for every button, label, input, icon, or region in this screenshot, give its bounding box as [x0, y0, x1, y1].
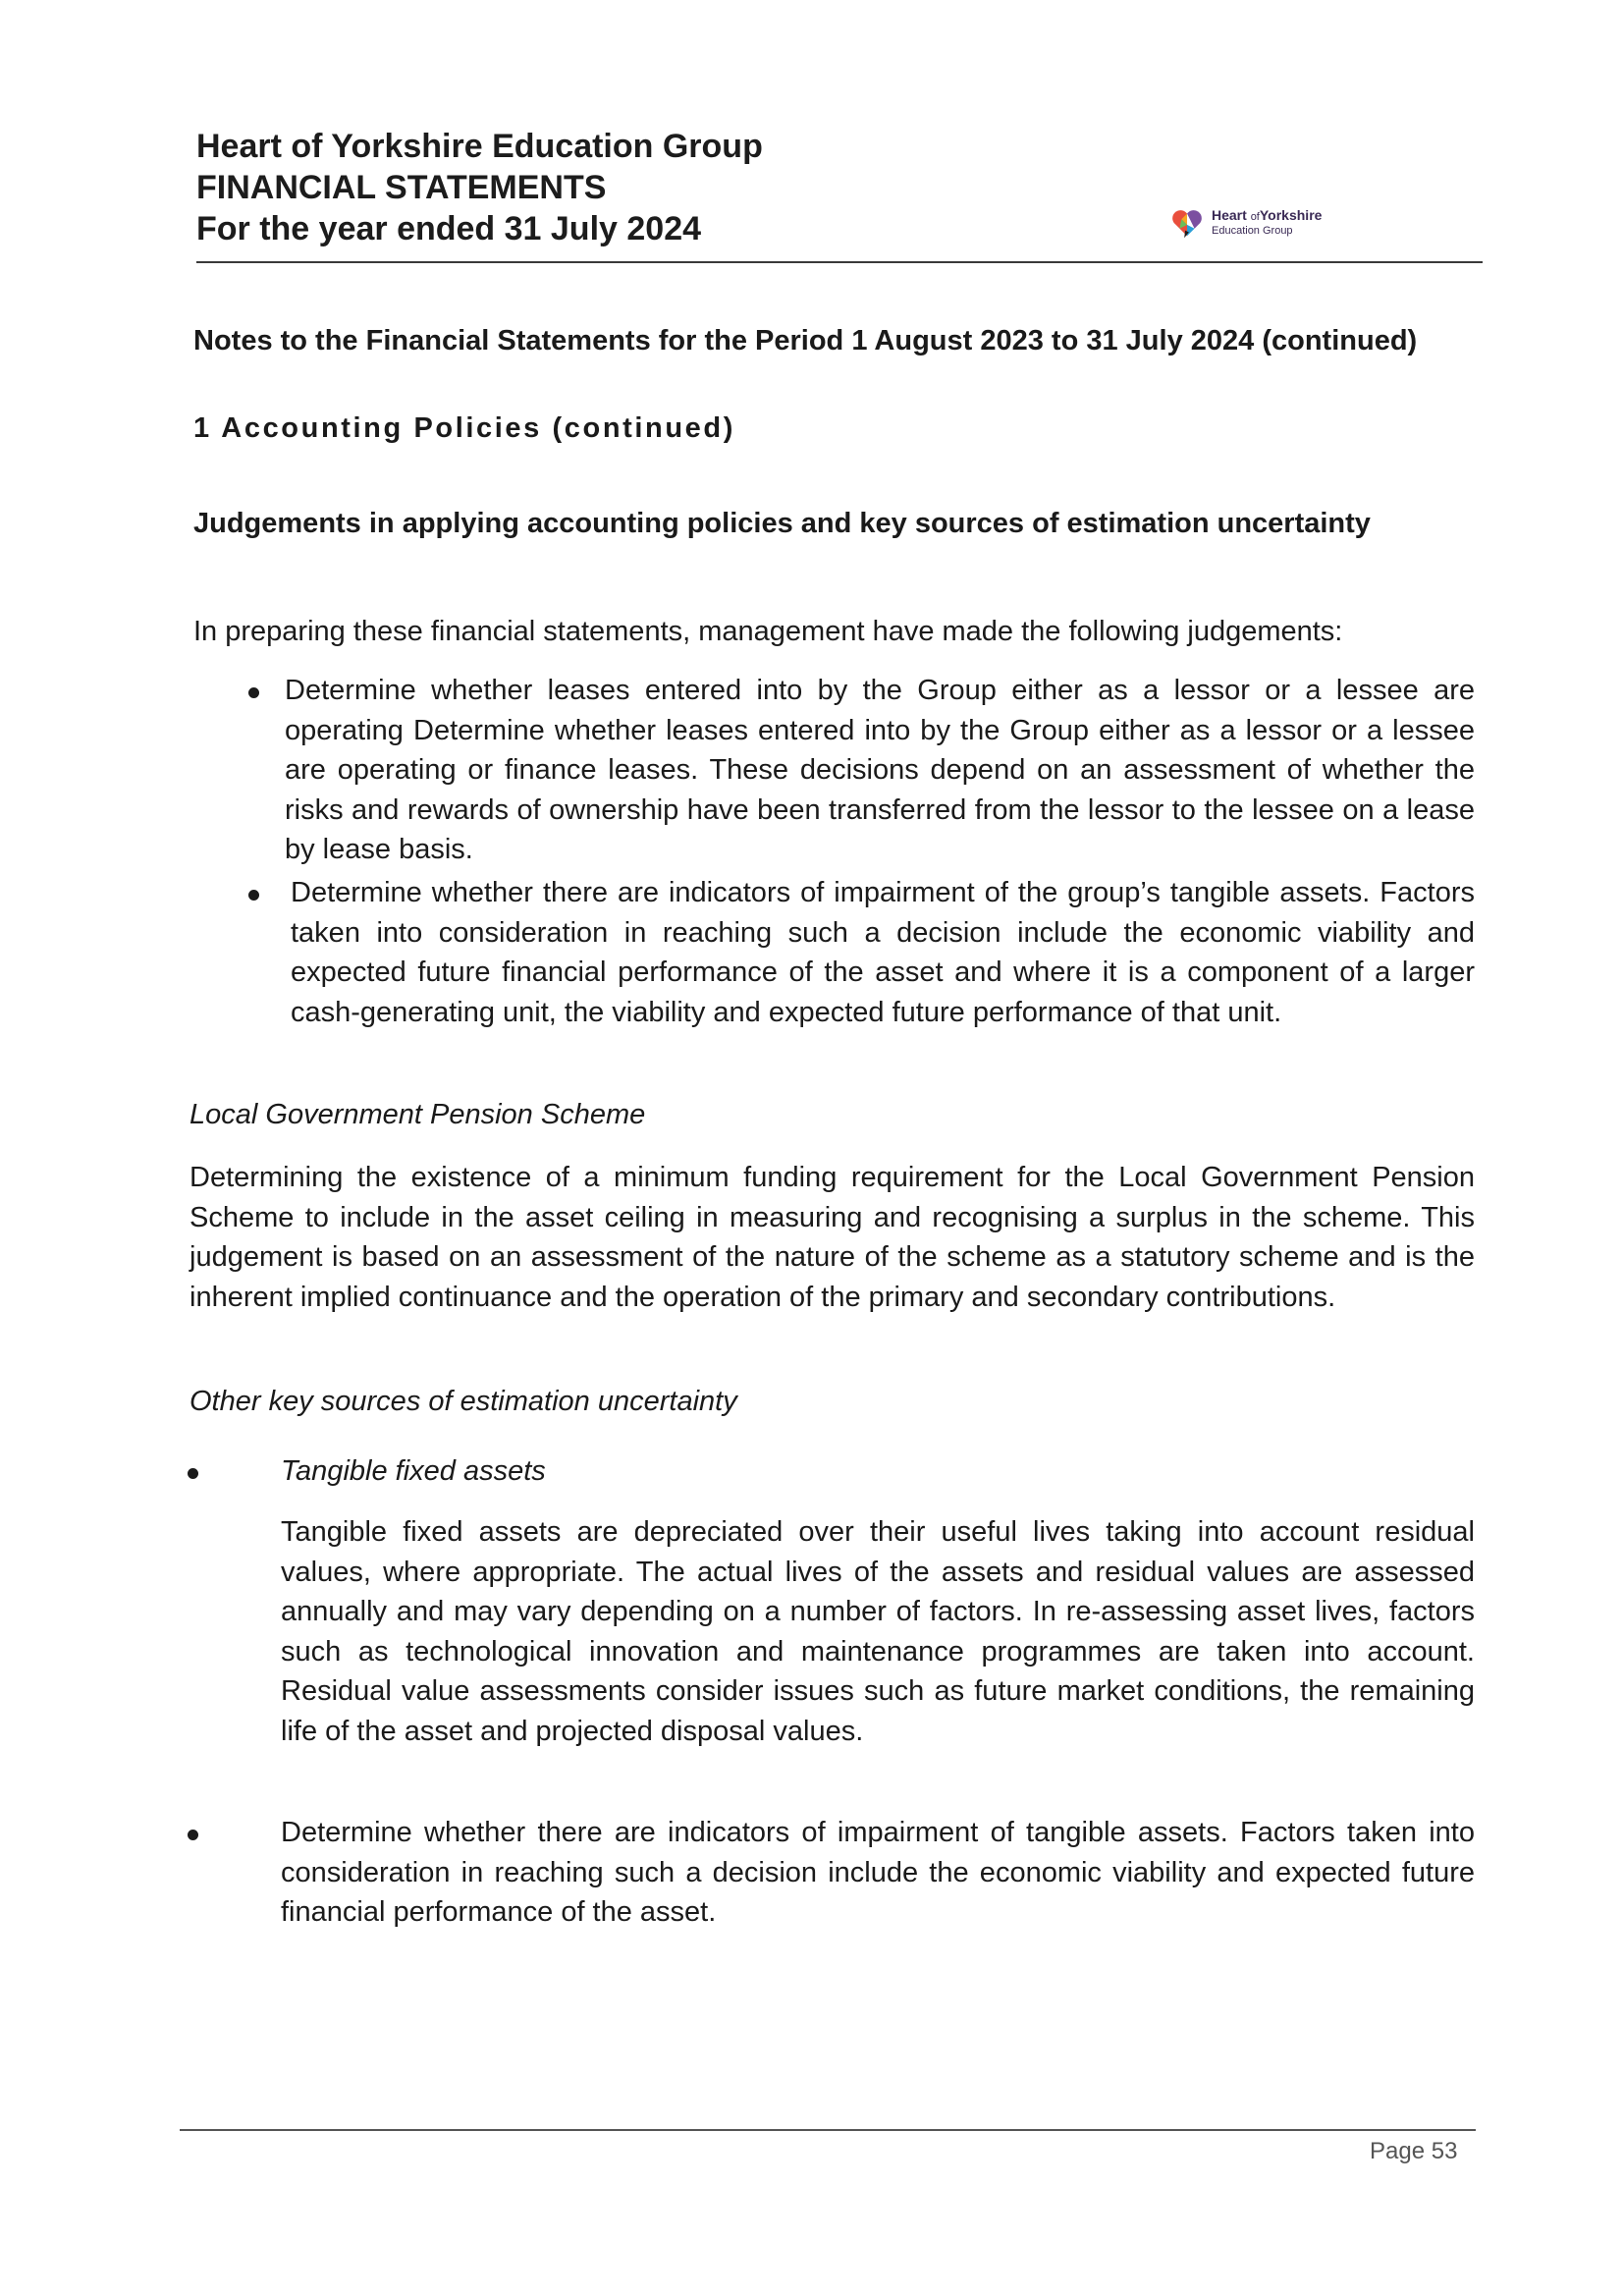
tangible-fixed-assets-heading: Tangible fixed assets: [281, 1455, 546, 1487]
section-title: 1 Accounting Policies (continued): [193, 412, 735, 444]
footer-divider: [180, 2129, 1476, 2131]
intro-paragraph: In preparing these financial statements, management have made the following judgements:: [193, 616, 1343, 647]
lgps-heading: Local Government Pension Scheme: [189, 1099, 646, 1130]
bullet-dot: [248, 890, 259, 901]
bullet-dot: [188, 1830, 198, 1840]
reporting-period: For the year ended 31 July 2024: [196, 210, 702, 247]
lgps-paragraph: Determining the existence of a minimum funding requirement for the Local Government Pension Scheme to include in the asset ceiling in measuring and recognising a surplus in the scheme. This judgement is based on an assessment of the nature of the scheme as a statutory scheme and is the inherent implied continuance and the operation of the primary and secondary contributions.: [189, 1162, 1475, 1313]
logo-title: Heart ofYorkshire: [1212, 207, 1323, 223]
notes-title: Notes to the Financial Statements for the Period 1 August 2023 to 31 July 2024 (continued): [193, 325, 1418, 356]
document-type: FINANCIAL STATEMENTS: [196, 169, 607, 206]
judgements-heading: Judgements in applying accounting policies and key sources of estimation uncertainty: [193, 508, 1371, 539]
heart-logo-icon: [1168, 204, 1206, 242]
judgement-item-impairment: Determine whether there are indicators of impairment of the group’s tangible assets. Factors taken into consideration in reaching such a decision include the economic viability and expected future financial performance of the asset and where it is a component of a larger cash-generating unit, the viability and expected future performance of that unit.: [291, 877, 1475, 1028]
impairment-paragraph: Determine whether there are indicators of impairment of tangible assets. Factors taken into consideration in reaching such a decision include the economic viability and expected future financial performance of the asset.: [281, 1817, 1475, 1928]
page-number: Page 53: [1370, 2138, 1458, 2164]
tangible-fixed-assets-paragraph: Tangible fixed assets are depreciated over their useful lives taking into account residual values, where appropriate. The actual lives of the assets and residual values are assessed annually and may vary depending on a number of factors. In re-assessing asset lives, factors such as technological innovation and maintenance programmes are taken into account. Residual value assessments consider issues such as future market conditions, the remaining life of the asset and projected disposal values.: [281, 1516, 1475, 1747]
bullet-dot: [188, 1468, 198, 1479]
logo-subtitle: Education Group: [1212, 225, 1293, 237]
estimation-uncertainty-heading: Other key sources of estimation uncertainty: [189, 1386, 737, 1417]
bullet-dot: [248, 687, 259, 698]
group-logo: [1168, 204, 1322, 242]
organization-name: Heart of Yorkshire Education Group: [196, 128, 763, 165]
judgement-item-leases: Determine whether leases entered into by the Group either as a lessor or a lessee are operating Determine whether leases entered into by the Group either as a lessor or a lessee are operating or finance leases. These decisions depend on an assessment of whether the risks and rewards of ownership have been transferred from the lessor to the lessee on a lease by lease basis.: [285, 675, 1475, 865]
header-divider: [196, 261, 1483, 263]
